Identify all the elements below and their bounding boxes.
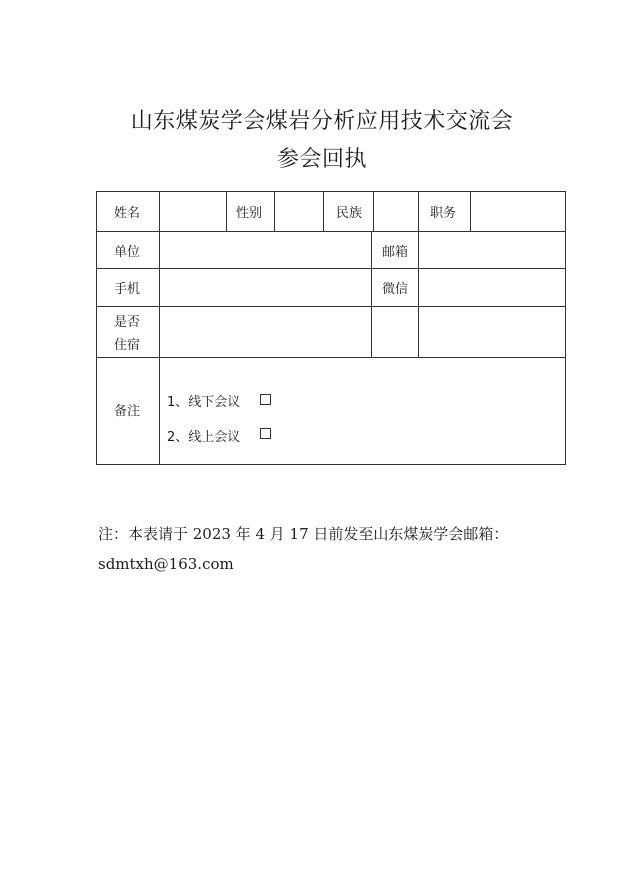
table-border-left bbox=[96, 191, 97, 465]
ethnicity-label: 民族 bbox=[336, 206, 363, 221]
table-col-divider bbox=[159, 191, 160, 465]
table-col-divider bbox=[373, 191, 374, 231]
table-col-divider bbox=[418, 231, 419, 357]
table-col-divider bbox=[274, 191, 275, 231]
email-label: 邮箱 bbox=[382, 245, 409, 260]
table-border-top bbox=[96, 191, 566, 192]
submission-note bbox=[98, 519, 568, 579]
lodging-label-line2: 住宿 bbox=[114, 338, 141, 353]
table-border-bottom bbox=[96, 464, 566, 465]
table-col-divider bbox=[323, 191, 324, 231]
note-email: sdmtxh@163.com bbox=[98, 555, 234, 573]
online-meeting-checkbox[interactable] bbox=[260, 428, 271, 439]
table-col-divider bbox=[418, 191, 419, 231]
table-row-divider bbox=[96, 306, 566, 307]
table-border-right bbox=[565, 191, 566, 465]
wechat-label: 微信 bbox=[382, 282, 409, 297]
table-row-divider bbox=[96, 357, 566, 358]
name-label: 姓名 bbox=[114, 206, 141, 221]
option-online-meeting: 2、线上会议 bbox=[167, 430, 241, 445]
table-col-divider bbox=[226, 191, 227, 231]
table-col-divider bbox=[371, 231, 372, 357]
registration-form-table bbox=[96, 191, 566, 465]
unit-label: 单位 bbox=[114, 245, 141, 260]
offline-meeting-checkbox[interactable] bbox=[260, 394, 271, 405]
table-row-divider bbox=[96, 268, 566, 269]
gender-label: 性别 bbox=[236, 206, 263, 221]
position-label: 职务 bbox=[430, 206, 457, 221]
remarks-label: 备注 bbox=[114, 404, 141, 419]
option-offline-meeting: 1、线下会议 bbox=[167, 395, 241, 410]
note-line-1: 注：本表请于 2023 年 4 月 17 日前发至山东煤炭学会邮箱： bbox=[98, 525, 509, 543]
table-col-divider bbox=[470, 191, 471, 231]
document-title: 山东煤炭学会煤岩分析应用技术交流会 bbox=[130, 109, 514, 134]
phone-label: 手机 bbox=[114, 282, 141, 297]
document-subtitle: 参会回执 bbox=[276, 147, 367, 172]
table-row-divider bbox=[96, 231, 566, 232]
lodging-label-line1: 是否 bbox=[114, 315, 141, 330]
